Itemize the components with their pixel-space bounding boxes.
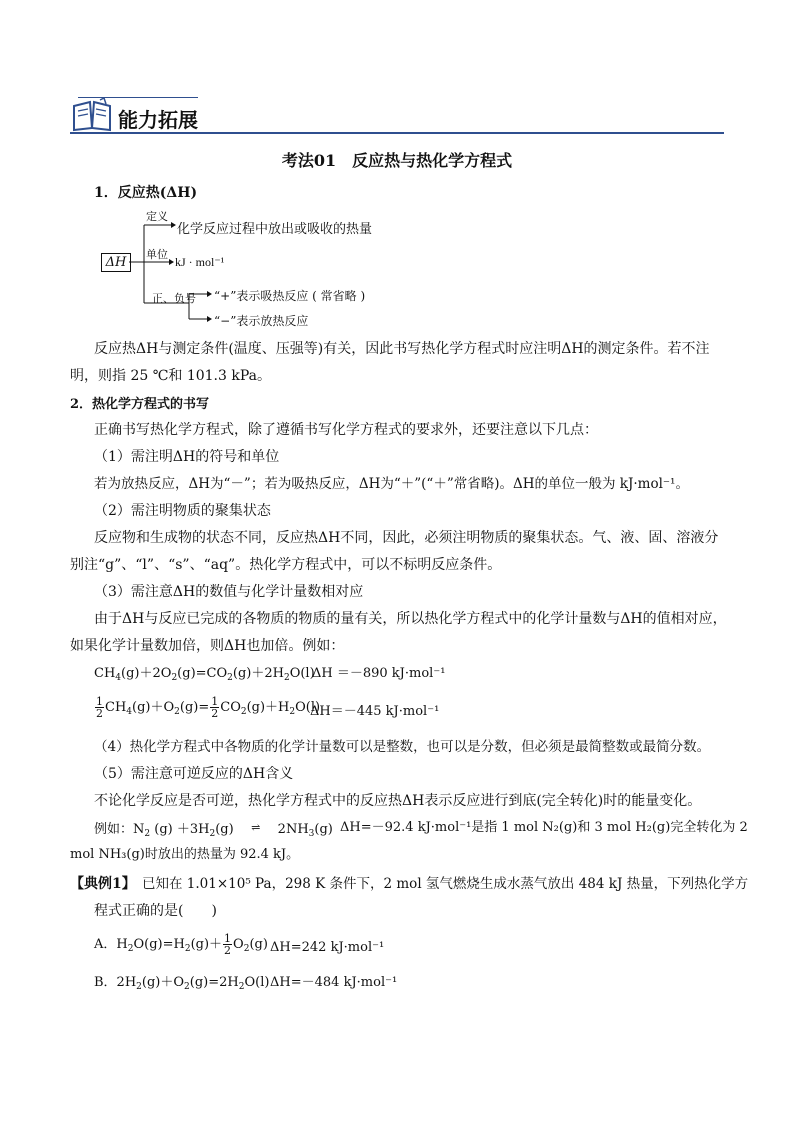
- r3-text2: 如果化学计量数加倍，则ΔH也加倍。例如：: [70, 638, 345, 654]
- sign-label: 正、负号: [152, 292, 196, 305]
- r5-text: 不论化学反应是否可逆，热化学方程式中的反应热ΔH表示反应进行到底(完全转化)时的能量变化。: [94, 793, 702, 809]
- option-a: A．$H_2O(g)=H_2(g)+$ $\frac{1}{2}$ $O_2(g)$: [94, 932, 268, 957]
- option-b-delta-h: ΔH=－484 kJ·mol⁻¹: [270, 975, 398, 990]
- r2-text1: 反应物和生成物的状态不同，反应热ΔH不同，因此，必须注明物质的聚集状态。气、液、固、溶液分: [94, 530, 719, 546]
- unit-label: 单位: [146, 248, 168, 261]
- r5-title: （5）需注意可逆反应的ΔH含义: [94, 766, 294, 782]
- minus-text: “−”表示放热反应: [214, 314, 309, 328]
- s1-para2: 明，则指 25 ℃和 101.3 kPa。: [70, 368, 271, 384]
- equation-2-delta-h: ΔH＝－445 kJ·mol⁻¹: [310, 704, 440, 719]
- page-title: 考法01 反应热与热化学方程式: [281, 151, 513, 170]
- example-line2: mol NH₃(g)时放出的热量为 92.4 kJ。: [70, 847, 300, 862]
- example-equation: 例如：$N_2$ $(g) +3H_2(g)$ ⇌ $2NH_3(g)$: [94, 821, 346, 839]
- example-question-2: 程式正确的是( ): [94, 903, 217, 919]
- def-label: 定义: [146, 210, 168, 223]
- example-tail: ΔH=－92.4 kJ·mol⁻¹是指 1 mol N₂(g)和 3 mol H₂(g)完全转化为 2: [340, 820, 748, 835]
- r1-text: 若为放热反应，ΔH为“－”；若为吸热反应，ΔH为“＋”(“＋”常省略)。ΔH的单位一般为 kJ·mol⁻¹。: [94, 476, 689, 492]
- delta-h-box: ΔH: [101, 253, 131, 272]
- r4-text: （4）热化学方程式中各物质的化学计量数可以是整数，也可以是分数，但必须是最简整数或最简分数。: [94, 739, 711, 755]
- r3-title: （3）需注意ΔH的数值与化学计量数相对应: [94, 584, 364, 600]
- header-rule-thin: [78, 97, 198, 98]
- header-rule: [70, 132, 724, 134]
- r1-title: （1）需注明ΔH的符号和单位: [94, 449, 280, 465]
- equation-ch4-combustion: $CH_4(g)+2O_2(g)=CO_2(g)+2H_2O(l)$: [94, 666, 315, 683]
- unit-text: kJ · mol⁻¹: [175, 255, 225, 269]
- example-tag: 【典例1】: [70, 876, 136, 892]
- s1-heading: 1．反应热(ΔH): [94, 185, 198, 201]
- def-text: 化学反应过程中放出或吸收的热量: [177, 222, 373, 237]
- section-heading: 能力拓展: [118, 108, 198, 132]
- equation-ch4-half: $\frac{1}{2}$ $CH_4(g)+O_2(g)=$ $\frac{1}{2}$ $CO_2(g)+H_2O(l)$: [96, 695, 321, 720]
- plus-text: “+”表示吸热反应 ( 常省略 ): [214, 289, 366, 303]
- s1-para1: 反应热ΔH与测定条件(温度、压强等)有关，因此书写热化学方程式时应注明ΔH的测定条件。若不注: [94, 341, 710, 357]
- option-a-delta-h: ΔH=242 kJ·mol⁻¹: [270, 940, 385, 955]
- open-book-icon: [70, 98, 114, 134]
- option-b: B．$2H_2(g)+O_2(g)=2H_2O(l)$: [94, 975, 270, 992]
- r2-title: （2）需注明物质的聚集状态: [94, 503, 271, 519]
- r3-text1: 由于ΔH与反应已完成的各物质的物质的量有关，所以热化学方程式中的化学计量数与ΔH的值相对应，: [94, 611, 727, 627]
- example-question-1: 已知在 1.01×10⁵ Pa，298 K 条件下，2 mol 氢气燃烧生成水蒸气放出 484 kJ 热量，下列热化学方: [142, 876, 749, 892]
- r2-text2: 别注“g”、“l”、“s”、“aq”。热化学方程式中，可以不标明反应条件。: [70, 557, 502, 573]
- s2-intro: 正确书写热化学方程式，除了遵循书写化学方程式的要求外，还要注意以下几点：: [94, 422, 598, 438]
- s2-heading: 2．热化学方程式的书写: [70, 397, 210, 412]
- equation-1-delta-h: ΔH ＝－890 kJ·mol⁻¹: [312, 666, 446, 681]
